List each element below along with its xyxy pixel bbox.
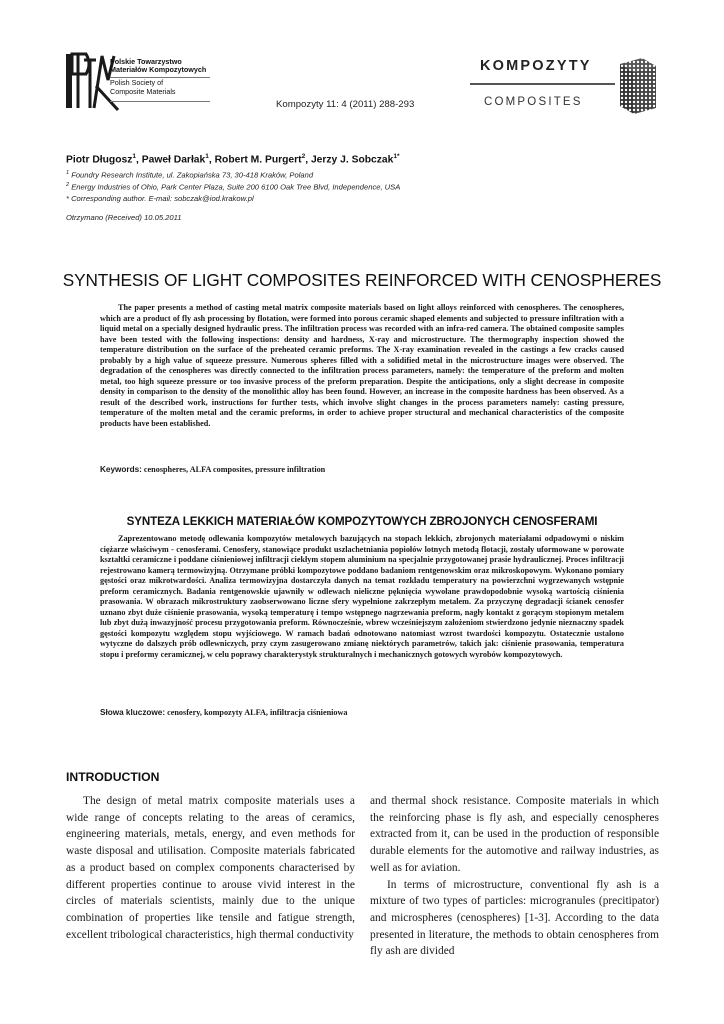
society-name-en-1: Polish Society of (110, 78, 164, 88)
society-name-pl-1: Polskie Towarzystwo (110, 57, 182, 66)
society-name (110, 58, 206, 96)
paragraph: In terms of microstructure, conventional fly ash is a mixture of two types of particles: microgranules (precitipator) and microspheres (cenospheres) [1-3]. According to the data presented in literature, the methods to obtain cenospheres from fly ash are divided (370, 878, 659, 958)
author-name: Paweł Darłak (141, 154, 206, 166)
author-list: Piotr Długosz$^1$, Paweł Darłak$^1$, Robert M. Purgert$^2$, Jerzy J. Sobczak$^{1*}$ (66, 153, 400, 166)
author-name: Robert M. Purgert (214, 154, 302, 166)
society-name-en-2: Composite Materials (110, 86, 176, 96)
journal-reference: Kompozyty 11: 4 (2011) 288-293 (276, 99, 415, 110)
abstract-pl: Zaprezentowano metodę odlewania kompozytów metalowych bazujących na stopach lekkich, zbrojonych materiałami odpadowymi o niskim ciężarze właściwym - cenosferami. Cenosfery, stanowiące produkt uszlachetniania popiołów lotnych metodą flotacji, zostały uformowane w porowate kształtki ceramiczne i poddane ciśnieniowej infiltracji ciekłym stopem aluminium na specjalnie przygotowanej prasie hydraulicznej. Proces infiltracji rejestrowano kamerą termowizyjną. Otrzymane próbki kompozytowe poddano badaniom rentgenowskim oraz mikroskopowym. Wykonano pomiary gęstości oraz mikrotwardości. Analiza termowizyjna dostarczyła danych na temat rozkładu temperatury na powierzchni wygrzewanych wstępnie preform ceramicznych. Badania rentgenowskie ujawniły w odlewach nieliczne pęknięcia wywołane prawdopodobnie wysoką wartością ciśnienia prasowania. W obrazach mikrostruktury zaobserwowano liczne sfery wypełnione zakrzepłym metalem. Za przyczynę degradacji ścianek cenosfer uznano zbyt duże ciśnienie prasowania, wysoką temperaturę i tempo wstępnego nagrzewania preform, nagły kontakt z gorącym stopionym metalem lub zbyt dużą inwazyjność procesu przygotowania preform. Równocześnie, wbrew wcześniejszym założeniom stwierdzono jedynie nieznaczny spadek gęstości kompozytu względem stopu wyjściowego. W ramach badań odnotowano natomiast wzrost twardości kompozytu. Ostatecznie ustalono wytyczne do dalszych prób odlewniczych, przy czym zasugerowano zmianę niektórych parametrów, takich jak: ciśnienie prasowania, temperatura stopu i preformy ceramicznej, w celu poprawy charakterystyk strukturalnych i mechanicznych gotowych wyrobów kompozytowych. (100, 534, 624, 659)
journal-logo-top: KOMPOZYTY (480, 58, 592, 74)
society-logo (62, 50, 210, 112)
author-name: Piotr Długosz (66, 154, 133, 166)
journal-logo-bottom: COMPOSITES (484, 96, 583, 108)
keywords-pl: Słowa kluczowe: cenosfery, kompozyty ALFA, infiltracja ciśnieniowa (100, 708, 348, 717)
corresponding-author: * Corresponding author. E-mail: sobczak@iod.krakow.pl (66, 194, 254, 203)
cube-icon (616, 52, 660, 116)
affiliation-2: $^2$ Energy Industries of Ohio, Park Center Plaza, Suite 200 6100 Oak Tree Blvd, Independence, USA (66, 182, 401, 192)
author-name: Jerzy J. Sobczak (310, 154, 394, 166)
journal-logo (470, 52, 660, 116)
body-column-right (370, 793, 659, 960)
abstract-en: The paper presents a method of casting metal matrix composite materials based on light alloys reinforced with cenospheres. The cenospheres, which are a product of fly ash processing by flotation, were formed into porous ceramic shaped elements and subjected to pressure infiltration with a liquid metal on a specially designed hydraulic press. The infiltration process was recorded with an infra-red camera. The obtained composite samples have been tested with the following inspections: density and hardness, X-ray and microstructure. The thermography inspection showed the temperature distribution on the surface of the preheated ceramic preforms. The X-ray examination revealed in the castings a few cracks caused probably by a high value of squeeze pressure. Numerous spheres filled with a solidified metal in the microstructure images were observed. The degradation of the cenospheres was directly connected to the infiltration process parameters, namely: the temperature of the preform and molten metal, too high squeeze pressure or too invasive process of the preform preparation. Despite the anticipations, only a slight decrease in composite density in comparison to the density of the monolithic alloy has been found. However, an increase in the composite hardness has been observed. As a result of the described work, instructions for further tests, which involve slight changes in the process parameters namely: casting pressure, temperature of the molten metal and the ceramic preforms, in order to achieve proper structural and mechanical characteristics of the composite products have been established. (100, 303, 624, 428)
received-date: Otrzymano (Received) 10.05.2011 (66, 213, 182, 222)
society-name-pl-2: Materiałów Kompozytowych (110, 65, 207, 75)
body-column-left (66, 793, 355, 943)
keywords-en: Keywords: cenospheres, ALFA composites, pressure infiltration (100, 465, 326, 474)
affiliation-1: $^1$ Foundry Research Institute, ul. Zakopiańska 73, 30-418 Kraków, Poland (66, 170, 314, 180)
paragraph: The design of metal matrix composite materials uses a wide range of concepts relating to the areas of ceramics, engineering materials, metals, energy, and even methods for waste disposal and utilisation. Composite materials fabricated as a product based on complex components characterised by different properties continue to arouse vivid interest in the circles of materials scientists, mainly due to the unique combination of properties like tensile and fatigue strength, excellent tribological characteristics, high thermal conductivity (66, 795, 355, 941)
paper-title: SYNTHESIS OF LIGHT COMPOSITES REINFORCED WITH CENOSPHERES (62, 270, 662, 290)
section-heading: INTRODUCTION (66, 770, 160, 784)
paragraph: and thermal shock resistance. Composite materials in which the reinforcing phase is fly ash, and especially cenospheres extracted from it, can be used in the production of responsible durable elements for the automotive and railway industries, as well as for aviation. (370, 795, 659, 874)
paper-title-pl: SYNTEZA LEKKICH MATERIAŁÓW KOMPOZYTOWYCH ZBROJONYCH CENOSFERAMI (126, 515, 598, 528)
